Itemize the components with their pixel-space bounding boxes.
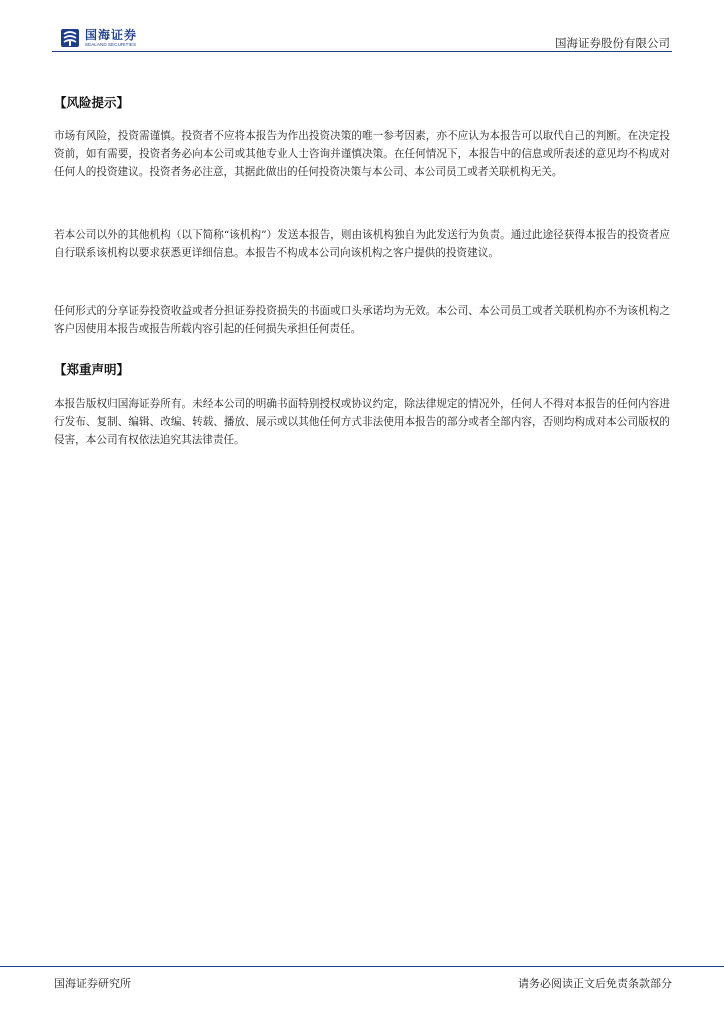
statement-section-title: 【郑重声明】 bbox=[54, 362, 130, 377]
footer-divider bbox=[0, 966, 724, 967]
risk-paragraph-2: 若本公司以外的其他机构（以下简称“该机构”）发送本报告，则由该机构独自为此发送行为负责。通过此途径获得本报告的投资者应自行联系该机构以要求获悉更详细信息。本报告不构成本公司向该机构之客户提供的投资建议。 bbox=[54, 229, 670, 260]
footer-institute: 国海证券研究所 bbox=[54, 977, 131, 990]
logo-english-name: SEALAND SECURITIES bbox=[85, 41, 137, 47]
statement-paragraph: 本报告版权归国海证券所有。未经本公司的明确书面特别授权或协议约定，除法律规定的情况外，任何人不得对本报告的任何内容进行发布、复制、编辑、改编、转载、播放、展示或以其他任何方式非法使用本报告的部分或者全部内容，否则均构成对本公司版权的侵害，本公司有权依法追究其法律责任。 bbox=[54, 398, 670, 447]
company-logo bbox=[60, 28, 137, 48]
header-divider bbox=[52, 51, 672, 52]
risk-paragraph-3: 任何形式的分享证券投资收益或者分担证券投资损失的书面或口头承诺均为无效。本公司、本公司员工或者关联机构亦不为该机构之客户因使用本报告或报告所载内容引起的任何损失承担任何责任。 bbox=[54, 305, 670, 336]
sealand-logo-icon bbox=[60, 28, 80, 48]
logo-chinese-name: 国海证券 bbox=[85, 27, 138, 42]
risk-section-title: 【风险提示】 bbox=[54, 95, 130, 110]
footer-disclaimer-note: 请务必阅读正文后免责条款部分 bbox=[518, 977, 672, 990]
page-header bbox=[52, 24, 672, 52]
company-name: 国海证券股份有限公司 bbox=[555, 36, 670, 50]
risk-paragraph-1: 市场有风险，投资需谨慎。投资者不应将本报告为作出投资决策的唯一参考因素，亦不应认为本报告可以取代自己的判断。在决定投资前，如有需要，投资者务必向本公司或其他专业人士咨询并谨慎决策。在任何情况下，本报告中的信息或所表述的意见均不构成对任何人的投资建议。投资者务必注意，其据此做出的任何投资决策与本公司、本公司员工或者关联机构无关。 bbox=[54, 130, 670, 179]
